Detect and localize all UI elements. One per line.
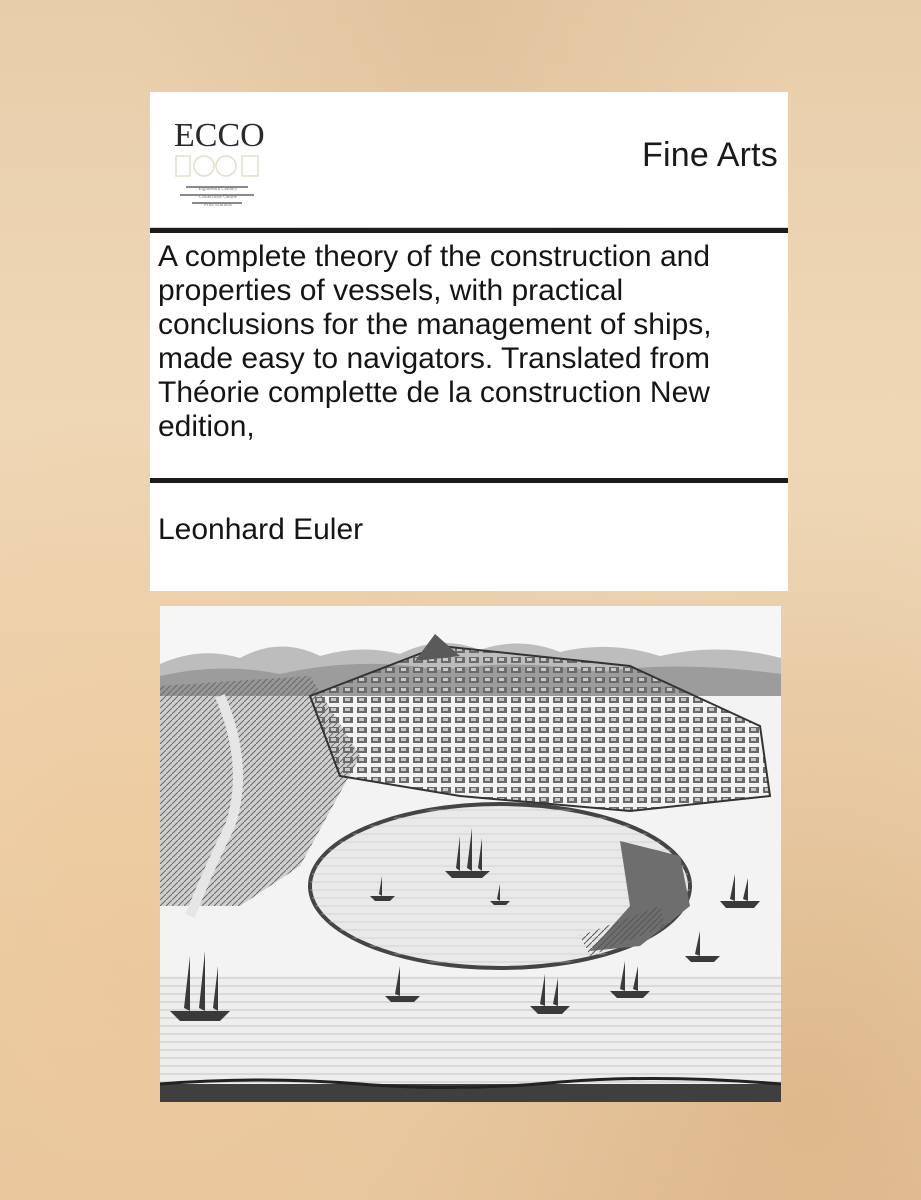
logo-caption-line-1: Eighteenth Century (198, 187, 238, 192)
book-title: A complete theory of the construction and properties of vessels, with practical conclusions for the management of ships, made easy to navigators. Translated from Théorie complette de la construction New edition, (158, 240, 712, 443)
logo-caption-line-3: Print Editions (204, 203, 232, 208)
logo-text: ECCO (174, 117, 265, 154)
author-panel (150, 483, 788, 591)
series-label: Fine Arts (642, 136, 778, 174)
cover-header (150, 92, 788, 227)
logo-caption-line-2: Collections Online (199, 195, 237, 200)
harbor-engraving-icon (160, 606, 781, 1102)
author-name: Leonhard Euler (158, 513, 364, 546)
ecco-logo (168, 106, 268, 216)
title-panel (150, 233, 788, 478)
